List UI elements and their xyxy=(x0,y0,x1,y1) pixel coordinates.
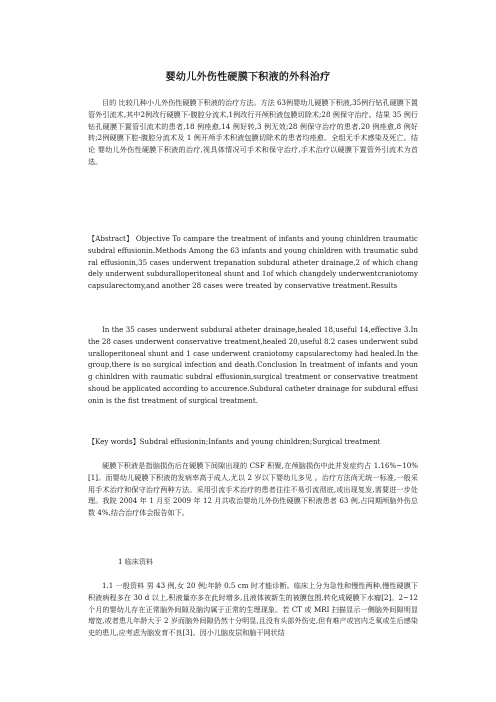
introduction-paragraph: 硬膜下积液是指脑损伤后在硬膜下间隙出现的 CSF 积聚,在颅脑损伤中此并发症约占 1.16%~10%[1]。而婴幼儿硬膜下积液的发病率高于成人,尤以 2 岁以下婴幼儿多见 。治疗方法尚无统一标准,一般采用手术治疗和保守治疗两种方法。采用引流手术治疗的患者往往不易引流彻底,或出现复发,需要进一步处理。我院 2004 年 1 月至 2009 年 12 月共收治婴幼儿外伤性硬膜下积液患者 63 例,占同期颅脑外伤总数 4%,结合治疗体会报告如下。 xyxy=(88,461,418,518)
english-abstract: 【Abstract】 Objective To campare the treatment of infants and young chinldren traumatic subdral effusionin.Methods Among the 63 infants and young chinldren with traumatic subdral effusionin,35 cases underwent trepanation subdural atheter drainage,2 of which changdely underwent subduralloperitoneal shunt and 1of which changdely underwentcraniotomy capsularectomy,and another 28 cases were treated by conservative treatment.Results xyxy=(88,234,418,291)
section-heading-clinical-data: 1 临床资料 xyxy=(118,557,154,566)
english-results-conclusion: In the 35 cases underwent subdural atheter drainage,healed 18,useful 14,effective 3.In the 28 cases underwent conservative treatment,healed 20,useful 8.2 cases underwent subduralloperitoneal shunt and 1 case underwent craniotomy capsularectomy had healed.In the group,there is no surgical infection and death.Conclusion In treatment of infants and young chinldren with raumatic subdral effusionin,surgical treatment or conservative treatment shoud be applicated according to accurence.Subdural catheter drainage for subdural effusionin is the fist treatment of surgical treatment. xyxy=(88,325,418,405)
chinese-abstract: 目的 比较几种小儿外伤性硬膜下积液的治疗方法。方法 63例婴幼儿硬膜下积液,35例行钻孔硬膜下置管外引流术,其中2例改行硬膜下-腹腔分流术,1例改行开颅积液包膜切除术;28 例保守治疗。结果 35 例行钻孔硬膜下置管引流术的患者,18 例痊愈,14 例好转,3 例无效;28 例保守治疗的患者,20 例痊愈,8 例好转;2例硬膜下腔-腹腔分流术及 1 例开颅手术积液包膜切除术的患者均痊愈。全组无手术感染及死亡。结论 婴幼儿外伤性硬膜下积液的治疗,视具体情况可手术和保守治疗,手术治疗以硬膜下置管外引流术为首选。 xyxy=(88,98,418,166)
keywords: 【Key words】Subdral effusionin;Infants and young chinldren;Surgical treatment xyxy=(88,437,381,446)
general-data-paragraph: 1.1 一般资料 男 43 例,女 20 例;年龄 0.5 cm 时才能诊断。临床上分为急性和慢性两种,慢性硬膜下积液病程多在 30 d 以上,积液量亦多在此时增多,且液体被新生的被膜包围,转化成硬膜下水瘤[2]。2~12 个月的婴幼儿存在正常脑外间隙及脑沟属于正常的生理现象。若 CT 或 MRI 扫描显示一侧脑外间隙明显增宽,或者患儿年龄大于 2 岁而脑外间隙仍然十分明显,且没有头部外伤史,但有难产或宫内乏氧或生后感染史的患儿,应考虑为脑发育不良[3]。因小儿脑皮层和脑干网状结 xyxy=(88,581,418,638)
article-title: 婴幼儿外伤性硬膜下积液的外科治疗 xyxy=(165,72,331,83)
